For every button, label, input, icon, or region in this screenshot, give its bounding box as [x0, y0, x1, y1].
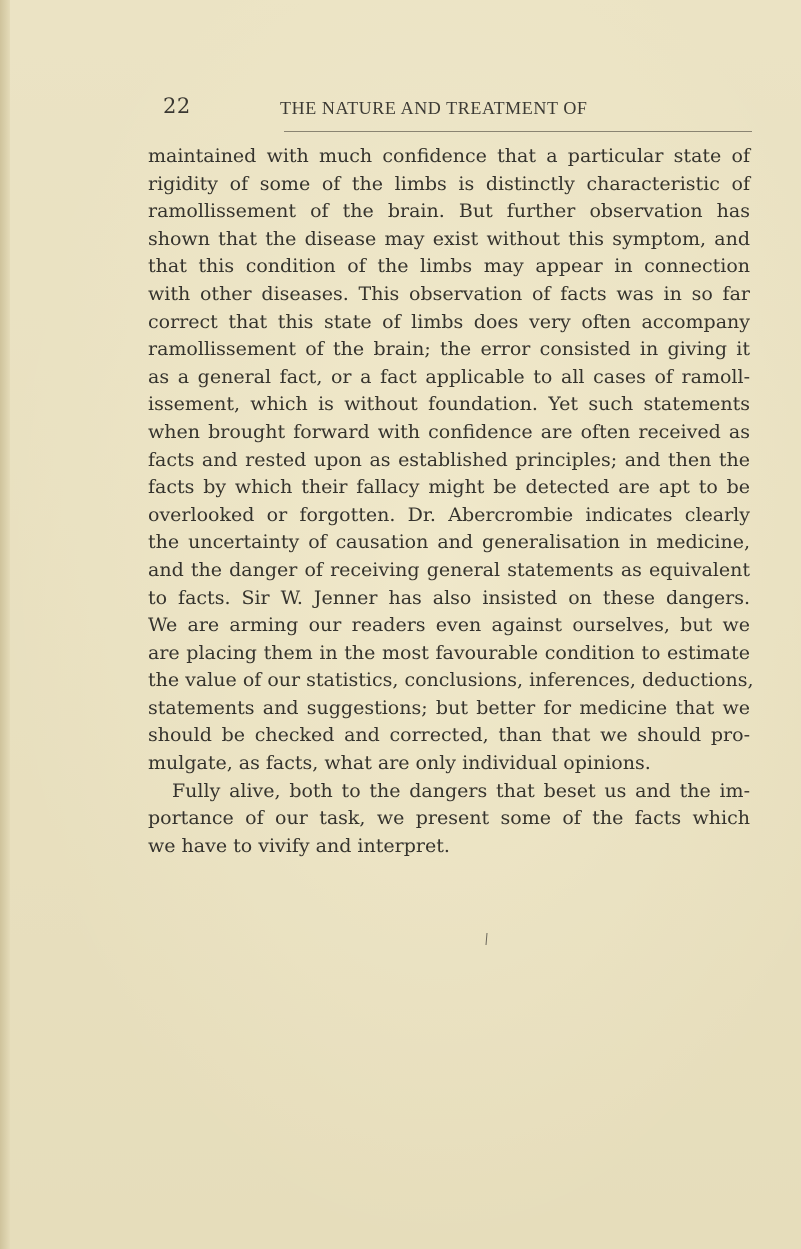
page-header: [0, 94, 801, 134]
header-rule: [284, 131, 752, 132]
text-line: should be checked and corrected, than that we should pro-: [148, 724, 750, 747]
text-line: portance of our task, we present some of the facts which: [148, 807, 750, 830]
text-line: correct that this state of limbs does very often accompany: [148, 310, 750, 333]
text-line: the value of our statistics, conclusions, inferences, deductions,: [148, 669, 754, 692]
text-line: Fully alive, both to the dangers that beset us and the im-: [172, 779, 750, 802]
stray-ink-mark-shape: [484, 932, 490, 946]
text-line: We are arming our readers even against ourselves, but we: [148, 614, 750, 637]
text-line: that this condition of the limbs may appear in connection: [148, 255, 750, 278]
text-line: issement, which is without foundation. Yet such statements: [148, 393, 750, 416]
text-line: with other diseases. This observation of facts was in so far: [148, 282, 750, 305]
text-line: ramollissement of the brain. But further observation has: [148, 200, 750, 223]
text-line: and the danger of receiving general statements as equivalent: [148, 558, 750, 581]
text-line: shown that the disease may exist without this symptom, and: [148, 227, 750, 250]
page-number: 22: [163, 94, 191, 118]
text-line: overlooked or forgotten. Dr. Abercrombie indicates clearly: [148, 503, 750, 526]
text-line: are placing them in the most favourable condition to estimate: [148, 641, 750, 664]
text-line: facts by which their fallacy might be detected are apt to be: [148, 476, 750, 499]
body-text: [148, 143, 754, 860]
text-line: we have to vivify and interpret.: [148, 834, 450, 857]
text-line: mulgate, as facts, what are only individual opinions.: [148, 752, 651, 775]
text-line: facts and rested upon as established principles; and then the: [148, 448, 750, 471]
text-line: rigidity of some of the limbs is distinctly characteristic of: [148, 172, 750, 195]
text-line: statements and suggestions; but better for medicine that we: [148, 696, 750, 719]
text-line: as a general fact, or a fact applicable to all cases of ramoll-: [148, 365, 750, 388]
text-line: maintained with much confidence that a particular state of: [148, 145, 750, 167]
running-head: THE NATURE AND TREATMENT OF: [280, 98, 588, 118]
text-line: to facts. Sir W. Jenner has also insisted on these dangers.: [148, 586, 750, 609]
text-line: ramollissement of the brain; the error consisted in giving it: [148, 338, 750, 361]
stray-ink-mark: [484, 932, 490, 951]
text-line: when brought forward with confidence are often received as: [148, 420, 750, 443]
text-line: the uncertainty of causation and generalisation in medicine,: [148, 531, 750, 554]
binding-edge: [0, 0, 10, 1249]
